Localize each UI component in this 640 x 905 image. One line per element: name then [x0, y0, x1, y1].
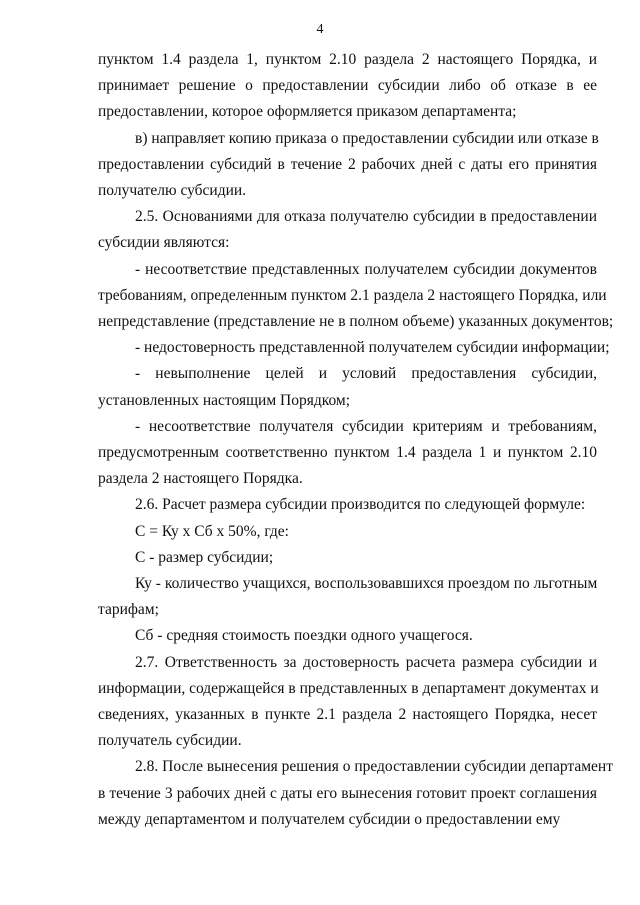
text-line: пунктом 1.4 раздела 1, пунктом 2.10 раздела 2 настоящего Порядка, и [98, 51, 597, 68]
paragraph [98, 650, 597, 755]
text-line: С - размер субсидии; [135, 548, 274, 566]
text-line: - невыполнение целей и условий предоставления субсидии, [135, 365, 597, 383]
paragraph [98, 126, 597, 205]
text-line: - несоответствие представленных получателем субсидии документов [135, 260, 597, 278]
text-line: 2.8. После вынесения решения о предоставлении субсидии департамент [135, 758, 613, 776]
text-line: установленных настоящим Порядком; [98, 391, 351, 409]
text-line: раздела 2 настоящего Порядка. [98, 470, 303, 488]
text-line: - недостоверность представленной получателем субсидии информации; [135, 339, 610, 357]
text-line: сведениях, указанных в пункте 2.1 раздела 2 настоящего Порядка, несет [98, 706, 597, 724]
paragraph [98, 571, 597, 623]
paragraph [98, 623, 597, 649]
text-line: субсидии являются: [98, 234, 230, 252]
page-number: 4 [316, 22, 324, 37]
text-line: в) направляет копию приказа о предоставлении субсидии или отказе в [135, 129, 599, 147]
paragraph [98, 754, 613, 833]
text-line: 2.7. Ответственность за достоверность расчета размера субсидии и [135, 653, 597, 671]
text-line: Сб - средняя стоимость поездки одного учащегося. [135, 627, 473, 645]
text-line: тарифам; [98, 601, 159, 619]
text-line: непредставление (представление не в полном объеме) указанных документов; [98, 313, 614, 331]
paragraph [98, 257, 614, 336]
text-line: информации, содержащейся в представленных в департамент документах и [98, 679, 599, 697]
text-line: в течение 3 рабочих дней с даты его вынесения готовит проект соглашения [98, 784, 597, 802]
text-line: предусмотренным соответственно пунктом 1.4 раздела 1 и пунктом 2.10 [98, 444, 597, 462]
text-line: требованиям, определенным пунктом 2.1 раздела 2 настоящего Порядка, или [98, 286, 607, 304]
text-line: между департаментом и получателем субсидии о предоставлении ему [98, 810, 561, 828]
text-line: принимает решение о предоставлении субсидии либо об отказе в ее [98, 77, 597, 95]
text-line: Ку - количество учащихся, воспользовавшихся проездом по льготным [135, 575, 598, 593]
text-line: предоставлении субсидий в течение 2 рабочих дней с даты его принятия [98, 155, 597, 173]
text-line: С = Ку х Сб х 50%, где: [135, 522, 289, 540]
text-line: 2.5. Основаниями для отказа получателю субсидии в предоставлении [135, 208, 597, 226]
text-line: получатель субсидии. [98, 732, 242, 750]
paragraph [98, 545, 597, 571]
text-line: 2.6. Расчет размера субсидии производится по следующей формуле: [135, 496, 586, 514]
paragraph [98, 47, 597, 126]
paragraph [98, 361, 597, 413]
text-line: получателю субсидии. [98, 182, 247, 200]
text-line: предоставлении, которое оформляется приказом департамента; [98, 103, 517, 121]
text-line: - несоответствие получателя субсидии критериям и требованиям, [135, 417, 597, 435]
paragraph [98, 335, 610, 361]
paragraph [98, 519, 597, 545]
paragraph [98, 414, 597, 493]
paragraph [98, 492, 597, 518]
paragraph [98, 204, 597, 256]
document-body [98, 47, 614, 833]
